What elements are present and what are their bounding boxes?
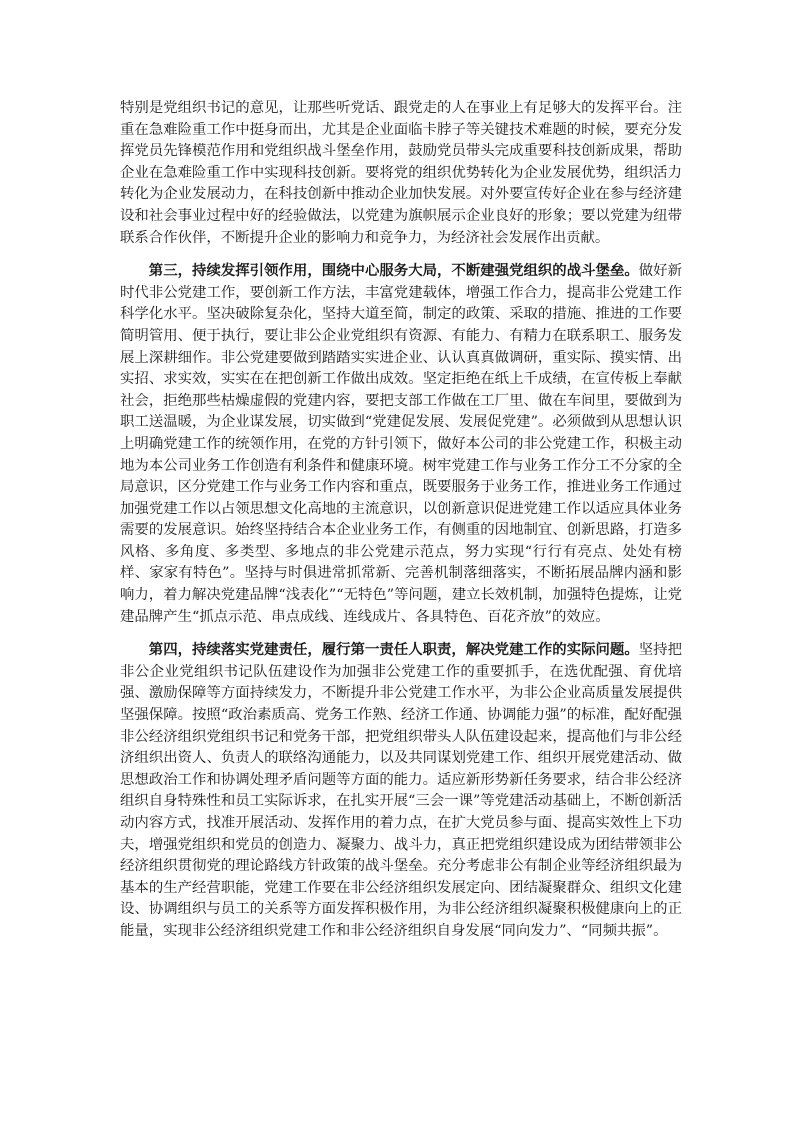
paragraph-fourth-point (120, 639, 682, 942)
document-page (120, 98, 682, 954)
paragraph-body: 坚持把非公企业党组织书记队伍建设作为加强非公党建工作的重要抓手，在选优配强、育优培强、激励保障等方面持续发力，不断提升非公党建工作水平，为非公企业高质量发展提供坚强保障。按照“政治素质高、党务工作熟、经济工作通、协调能力强”的标准，配好配强非公经济组织党组织书记和党务干部，把党组织带头人队伍建设起来，提高他们与非公经济组织出资人、负责人的联络沟通能力，以及共同谋划党建工作、组织开展党建活动、做思想政治工作和协调处理矛盾问题等方面的能力。适应新形势新任务要求，结合非公经济组织自身特殊性和员工实际诉求，在扎实开展“三会一课”等党建活动基础上，不断创新活动内容方式，找准开展活动、发挥作用的着力点，在扩大党员参与面、提高实效性上下功夫，增强党组织和党员的创造力、凝聚力、战斗力，真正把党组织建设成为团结带领非公经济组织贯彻党的理论路线方针政策的战斗堡垒。充分考虑非公有制企业等经济组织最为基本的生产经营职能，党建工作要在非公经济组织发展定向、团结凝聚群众、组织文化建设、协调组织与员工的关系等方面发挥积极作用，为非公经济组织凝聚积极健康向上的正能量，实现非公经济组织党建工作和非公经济组织自身发展“同向发力”、“同频共振”。 (120, 642, 682, 939)
paragraph-heading: 第四，持续落实党建责任，履行第一责任人职责，解决党建工作的实际问题。 (148, 641, 639, 659)
paragraph-body: 特别是党组织书记的意见，让那些听党话、跟党走的人在事业上有足够大的发挥平台。注重在急难险重工作中挺身而出，尤其是企业面临卡脖子等关键技术难题的时候，要充分发挥党员先锋模范作用和党组织战斗堡垒作用，鼓励党员带头完成重要科技创新成果，帮助企业在急难险重工作中实现科技创新。要将党的组织优势转化为企业发展优势，组织活力转化为企业发展动力，在科技创新中推动企业加快发展。对外要宣传好企业在参与经济建设和社会事业过程中好的经验做法，以党建为旗帜展示企业良好的形象；要以党建为纽带联系合作伙伴，不断提升企业的影响力和竞争力，为经济社会发展作出贡献。 (120, 100, 682, 246)
paragraph-third-point (120, 260, 682, 628)
paragraph-body: 做好新时代非公党建工作，要创新工作方法，丰富党建载体，增强工作合力，提高非公党建工作科学化水平。坚决破除复杂化，坚持大道至简，制定的政策、采取的措施、推进的工作要简明管用、便于执行，要让非公企业党组织有资源、有能力、有精力在联系职工、服务发展上深耕细作。非公党建要做到踏踏实实进企业、认认真真做调研，重实际、摸实情、出实招、求实效，实实在在把创新工作做出成效。坚定拒绝在纸上千成绩，在宣传板上奉献社会，拒绝那些枯燥虚假的党建内容，要把支部工作做在工厂里、做在车间里，要做到为职工送温暖，为企业谋发展，切实做到“党建促发展、发展促党建”。必须做到从思想认识上明确党建工作的统领作用，在党的方针引领下，做好本公司的非公党建工作，积极主动地为本公司业务工作创造有利条件和健康环境。树牢党建工作与业务工作分工不分家的全局意识，区分党建工作与业务工作内容和重点，既要服务于业务工作，推进业务工作通过加强党建工作以占领思想文化高地的主流意识，以创新意识促进党建工作以适应具体业务需要的发展意识。始终坚持结合本企业业务工作，有侧重的因地制宜、创新思路，打造多风格、多角度、多类型、多地点的非公党建示范点，努力实现“行行有亮点、处处有榜样、家家有特色”。坚持与时俱进常抓常新、完善机制落细落实，不断拓展品牌内涵和影响力，着力解决党建品牌“浅表化”“无特色”等问题，建立长效机制，加强特色提炼，让党建品牌产生“抓点示范、串点成线、连线成片、各具特色、百花齐放”的效应。 (120, 263, 682, 625)
paragraph-heading: 第三，持续发挥引领作用，围绕中心服务大局，不断建强党组织的战斗堡垒。 (148, 262, 639, 280)
paragraph-continuation (120, 98, 682, 249)
